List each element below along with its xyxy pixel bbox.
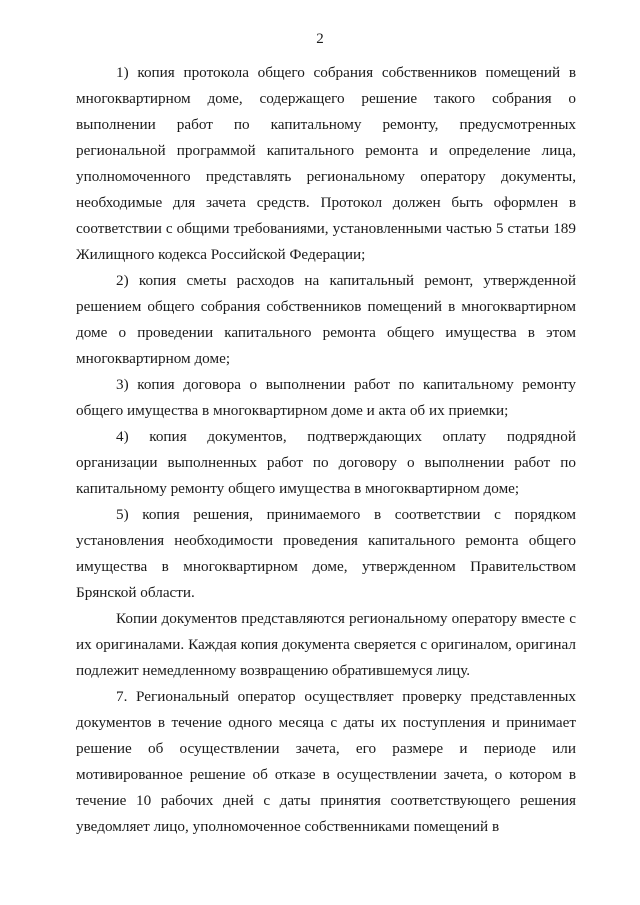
page-number: 2 <box>316 31 324 47</box>
document-body <box>76 60 576 840</box>
paragraph-item-3: 3) копия договора о выполнении работ по капитальному ремонту общего имущества в многоквартирном доме и акта об их приемки; <box>76 376 576 419</box>
paragraph-item-2: 2) копия сметы расходов на капитальный ремонт, утвержденной решением общего собрания собственников помещений в многоквартирном доме о проведении капитального ремонта общего имущества в этом многоквартирном доме; <box>76 272 576 367</box>
paragraph-section-7: 7. Региональный оператор осуществляет проверку представленных документов в течение одного месяца с даты их поступления и принимает решение об осуществлении зачета, его размере и периоде или мотивированное решение об отказе в осуществлении зачета, о котором в течение 10 рабочих дней с даты принятия соответствующего решения уведомляет лицо, уполномоченное собственниками помещений в <box>76 688 576 835</box>
paragraph-item-5: 5) копия решения, принимаемого в соответствии с порядком установления необходимости проведения капитального ремонта общего имущества в многоквартирном доме, утвержденном Правительством Брянской области. <box>76 506 576 601</box>
paragraph-copies-note: Копии документов представляются региональному оператору вместе с их оригиналами. Каждая копия документа сверяется с оригиналом, оригинал подлежит немедленному возвращению обратившемуся лицу. <box>76 610 576 679</box>
paragraph-item-1: 1) копия протокола общего собрания собственников помещений в многоквартирном доме, содержащего решение такого собрания о выполнении работ по капитальному ремонту, предусмотренных региональной программой капитального ремонта и определение лица, уполномоченного представлять региональному оператору документы, необходимые для зачета средств. Протокол должен быть оформлен в соответствии с общими требованиями, установленными частью 5 статьи 189 Жилищного кодекса Российской Федерации; <box>76 64 576 263</box>
paragraph-item-4: 4) копия документов, подтверждающих оплату подрядной организации выполненных работ по договору о выполнении работ по капитальному ремонту общего имущества в многоквартирном доме; <box>76 428 576 497</box>
